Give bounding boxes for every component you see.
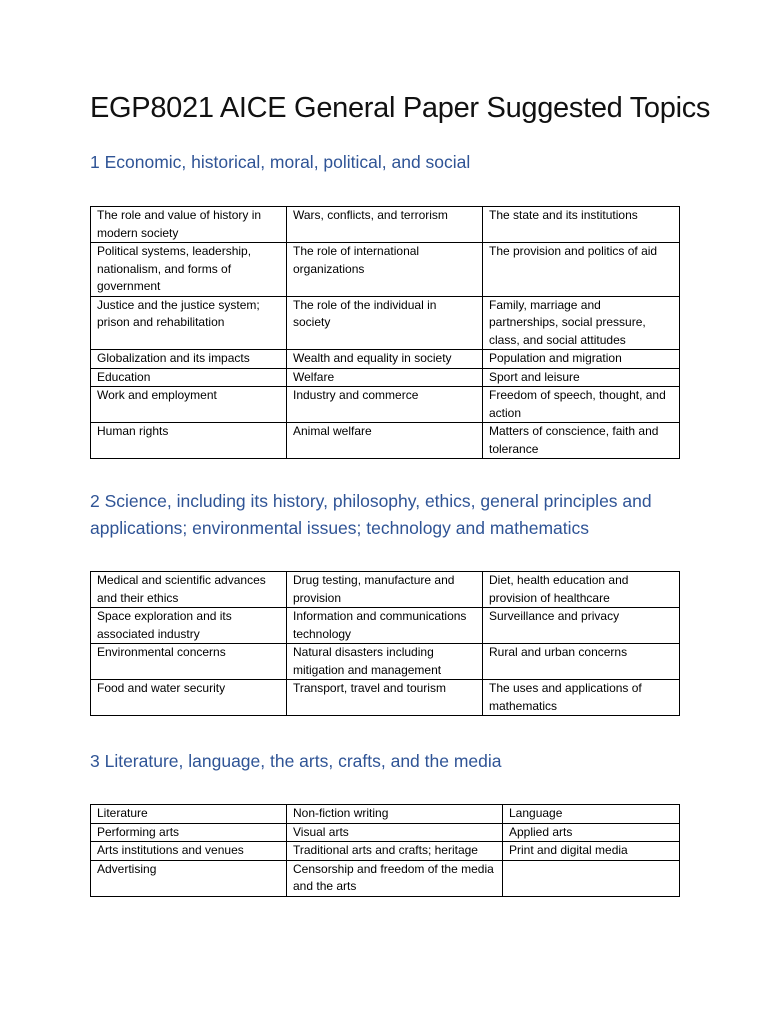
table-cell: Non-fiction writing [287,805,503,824]
table-cell: Applied arts [503,823,680,842]
table-cell: Human rights [91,423,287,459]
table-row [91,423,680,459]
table-row [91,860,680,896]
table-cell: Wars, conflicts, and terrorism [287,207,483,243]
table-cell: Censorship and freedom of the media and the arts [287,860,503,896]
table-cell: Food and water security [91,680,287,716]
table-cell: Natural disasters including mitigation and management [287,644,483,680]
table-row [91,350,680,369]
table-row [91,368,680,387]
table-cell: Justice and the justice system; prison and rehabilitation [91,296,287,350]
table-cell: Traditional arts and crafts; heritage [287,842,503,861]
table-row [91,243,680,297]
section-1-heading: 1 Economic, historical, moral, political, and social [90,152,471,172]
table-cell: Work and employment [91,387,287,423]
table-cell: Rural and urban concerns [483,644,680,680]
table-cell: Transport, travel and tourism [287,680,483,716]
table-cell: Industry and commerce [287,387,483,423]
section-3-table [90,804,680,897]
table-cell: Print and digital media [503,842,680,861]
table-cell: The provision and politics of aid [483,243,680,297]
table-cell: Globalization and its impacts [91,350,287,369]
section-2-table [90,571,680,716]
table-cell: Freedom of speech, thought, and action [483,387,680,423]
table-cell: Language [503,805,680,824]
table-cell: Information and communications technology [287,608,483,644]
table-cell: Education [91,368,287,387]
table-cell: Sport and leisure [483,368,680,387]
table-cell [503,860,680,896]
table-cell: Political systems, leadership, nationalism, and forms of government [91,243,287,297]
section-3-heading: 3 Literature, language, the arts, crafts, and the media [90,751,502,771]
table-cell: Family, marriage and partnerships, social pressure, class, and social attitudes [483,296,680,350]
table-row [91,644,680,680]
table-cell: Literature [91,805,287,824]
table-cell: The uses and applications of mathematics [483,680,680,716]
table-cell: Drug testing, manufacture and provision [287,572,483,608]
table-cell: Diet, health education and provision of healthcare [483,572,680,608]
table-row [91,680,680,716]
section-1-table [90,206,680,459]
table-row [91,608,680,644]
table-row [91,842,680,861]
table-cell: Visual arts [287,823,503,842]
table-cell: Wealth and equality in society [287,350,483,369]
table-row [91,296,680,350]
table-cell: The role and value of history in modern society [91,207,287,243]
table-cell: Matters of conscience, faith and tolerance [483,423,680,459]
table-cell: Medical and scientific advances and their ethics [91,572,287,608]
page-title: EGP8021 AICE General Paper Suggested Topics [90,92,711,124]
table-cell: Space exploration and its associated industry [91,608,287,644]
table-row [91,572,680,608]
section-2-heading: 2 Science, including its history, philosophy, ethics, general principles and applications; environmental issues; technology and mathematics [90,491,652,538]
table-cell: The state and its institutions [483,207,680,243]
table-cell: The role of the individual in society [287,296,483,350]
table-cell: Population and migration [483,350,680,369]
table-row [91,387,680,423]
table-row [91,805,680,824]
table-row [91,207,680,243]
table-cell: Surveillance and privacy [483,608,680,644]
table-cell: Environmental concerns [91,644,287,680]
table-cell: Performing arts [91,823,287,842]
table-row [91,823,680,842]
table-cell: Advertising [91,860,287,896]
table-cell: Arts institutions and venues [91,842,287,861]
table-cell: Animal welfare [287,423,483,459]
table-cell: The role of international organizations [287,243,483,297]
table-cell: Welfare [287,368,483,387]
